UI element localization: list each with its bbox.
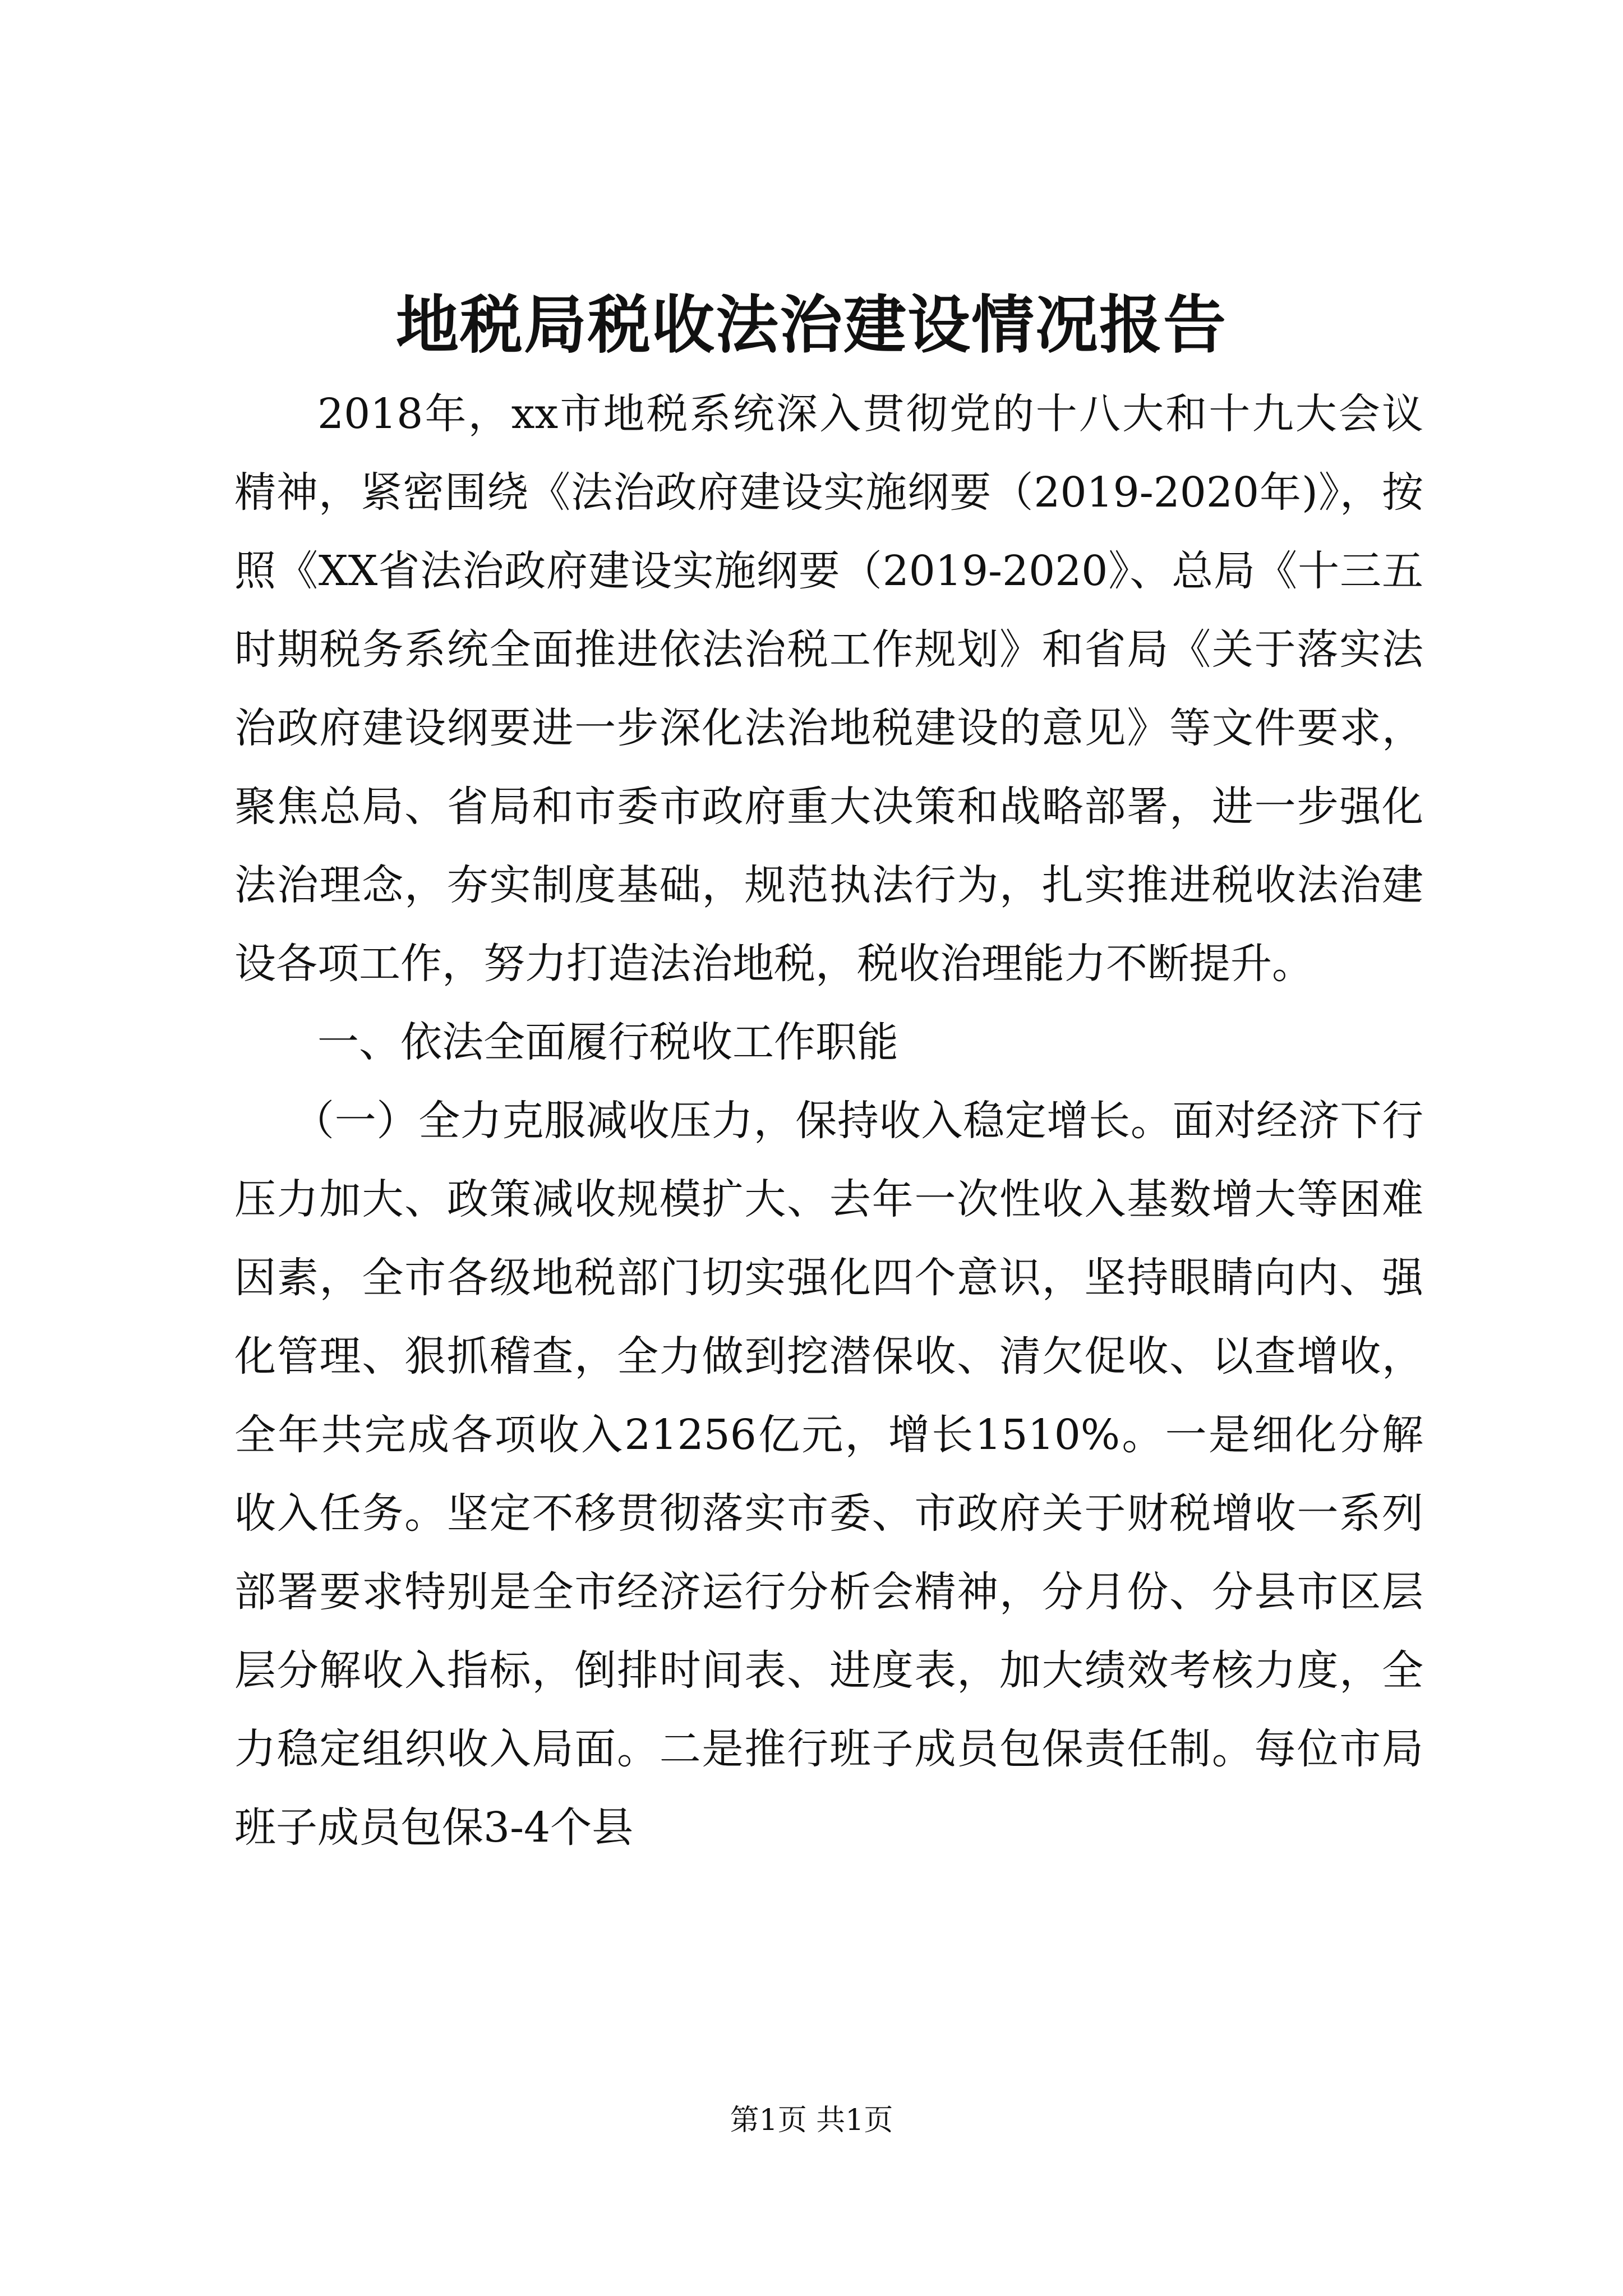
section-heading: 一、依法全面履行税收工作职能 xyxy=(317,1018,898,1066)
intro-paragraph: 2018年，xx市地税系统深入贯彻党的十八大和十九大会议精神，紧密围绕《法治政府建设实施纲要（2019-2020年)》，按照《XX省法治政府建设实施纲要（2019-2020》、总局《十三五时期税务系统全面推进依法治税工作规划》和省局《关于落实法治政府建设纲要进一步深化法治地税建设的意见》等文件要求，聚焦总局、省局和市委市政府重大决策和战略部署，进一步强化法治理念，夯实制度基础，规范执法行为，扎实推进税收法治建设各项工作，努力打造法治地税，税收治理能力不断提升。 xyxy=(234,390,1423,988)
document-title: 地税局税收法治建设情况报告 xyxy=(396,288,1227,362)
subsection-paragraph: （一）全力克服减收压力，保持收入稳定增长。面对经济下行压力加大、政策减收规模扩大、去年一次性收入基数增大等困难因素，全市各级地税部门切实强化四个意识，坚持眼睛向内、强化管理、狠抓稽查，全力做到挖潜保收、清欠促收、以查增收，全年共完成各项收入21256亿元，增长1510%。一是细化分解收入任务。坚定不移贯彻落实市委、市政府关于财税增收一系列部署要求特别是全市经济运行分析会精神，分月份、分县市区层层分解收入指标，倒排时间表、进度表，加大绩效考核力度，全力稳定组织收入局面。二是推行班子成员包保责任制。每位市局班子成员包保3-4个县 xyxy=(234,1097,1423,1852)
page-footer: 第1页 共1页 xyxy=(730,2104,893,2137)
document-body xyxy=(234,375,1423,1867)
